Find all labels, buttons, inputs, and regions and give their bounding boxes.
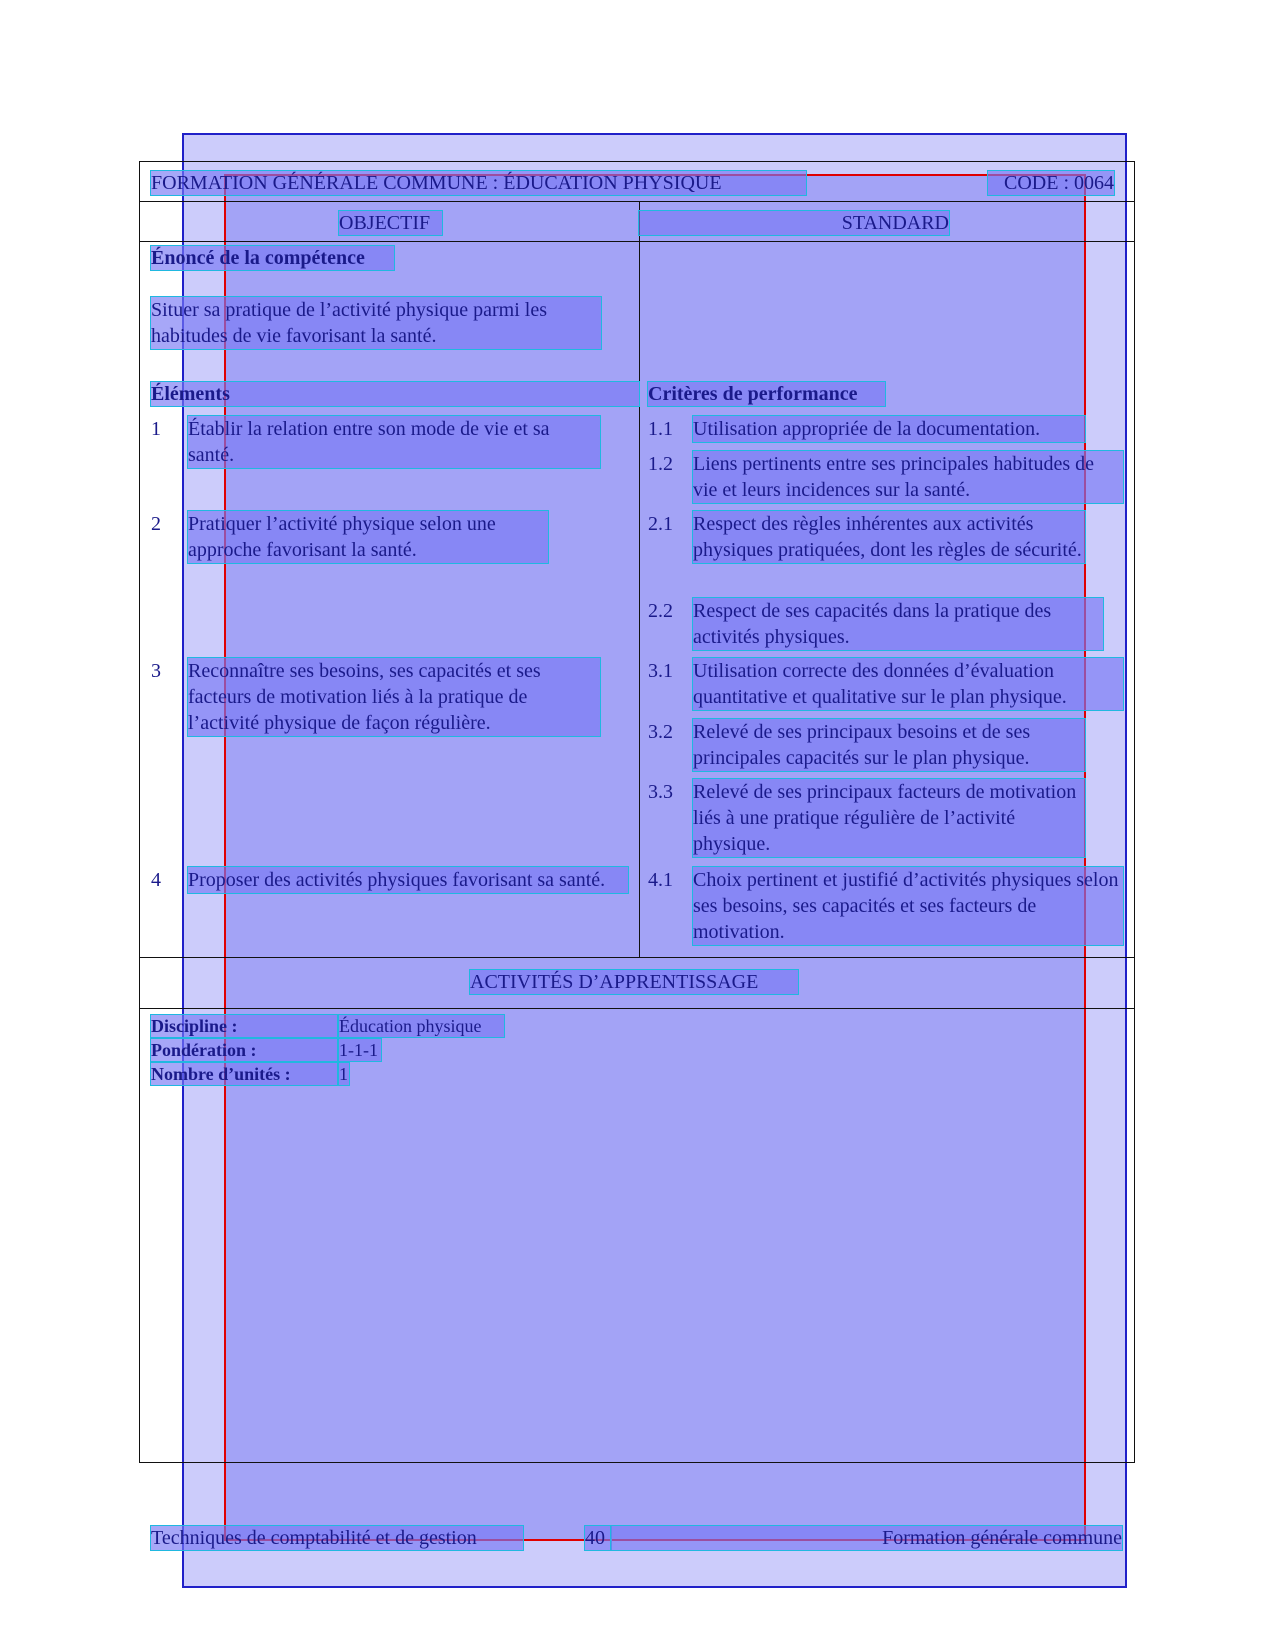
ponderation-label: Pondération : (151, 1039, 337, 1061)
criteria-heading: Critères de performance (648, 382, 885, 406)
criterion-text: Relevé de ses principaux besoins et de ses principales capacités sur le plan physique. (693, 719, 1085, 771)
criterion-text: Choix pertinent et justifié d’activités physiques selon ses besoins, ses capacités et ses facteurs de motivation. (693, 867, 1123, 945)
footer-program: Techniques de comptabilité et de gestion (151, 1526, 523, 1550)
criterion-number: 3.2 (648, 721, 673, 743)
element-number: 3 (151, 660, 161, 682)
criterion-number: 2.1 (648, 513, 673, 535)
criterion-number: 3.3 (648, 781, 673, 803)
rule-header (139, 201, 1135, 202)
column-divider (639, 201, 640, 957)
units-label: Nombre d’unités : (151, 1063, 337, 1085)
element-text: Établir la relation entre son mode de vie et sa santé. (188, 416, 600, 468)
document-code: CODE : 0064 (988, 171, 1114, 195)
column-heading-standard: STANDARD (639, 211, 949, 235)
units-value: 1 (339, 1064, 348, 1084)
elements-heading: Éléments (151, 382, 639, 406)
criterion-number: 4.1 (648, 869, 673, 891)
column-heading-objective: OBJECTIF (339, 211, 442, 235)
ponderation-value: 1-1-1 (339, 1039, 381, 1061)
activities-heading: ACTIVITÉS D’APPRENTISSAGE (470, 970, 798, 994)
element-number: 4 (151, 869, 161, 891)
discipline-value: Éducation physique (339, 1015, 504, 1037)
criterion-text: Utilisation correcte des données d’évaluation quantitative et qualitative sur le plan physique. (693, 658, 1123, 710)
criterion-text: Relevé de ses principaux facteurs de motivation liés à une pratique régulière de l’activité physique. (693, 779, 1085, 857)
criterion-text: Respect des règles inhérentes aux activités physiques pratiquées, dont les règles de sécurité. (693, 511, 1085, 563)
criterion-text: Respect de ses capacités dans la pratique des activités physiques. (693, 598, 1103, 650)
element-number: 2 (151, 513, 161, 535)
criterion-text: Utilisation appropriée de la documentation. (693, 416, 1085, 442)
criterion-number: 1.1 (648, 418, 673, 440)
document-title: FORMATION GÉNÉRALE COMMUNE : ÉDUCATION PHYSIQUE (151, 171, 806, 195)
element-text: Proposer des activités physiques favorisant sa santé. (188, 867, 628, 893)
rule-activities-top (139, 957, 1135, 958)
footer-section: Formation générale commune (611, 1526, 1122, 1550)
discipline-label: Discipline : (151, 1015, 337, 1037)
criterion-number: 2.2 (648, 600, 673, 622)
criterion-text: Liens pertinents entre ses principales habitudes de vie et leurs incidences sur la santé. (693, 451, 1123, 503)
criterion-number: 3.1 (648, 660, 673, 682)
competence-heading: Énoncé de la compétence (151, 246, 394, 270)
element-text: Reconnaître ses besoins, ses capacités et ses facteurs de motivation liés à la pratique de l’activité physique de façon régulière. (188, 658, 600, 736)
page-number: 40 (585, 1526, 611, 1550)
competence-text: Situer sa pratique de l’activité physique parmi les habitudes de vie favorisant la santé. (151, 297, 601, 349)
element-text: Pratiquer l’activité physique selon une approche favorisant la santé. (188, 511, 548, 563)
rule-activities-bottom (139, 1008, 1135, 1009)
rule-columns (139, 241, 1135, 242)
element-number: 1 (151, 418, 161, 440)
criterion-number: 1.2 (648, 453, 673, 475)
